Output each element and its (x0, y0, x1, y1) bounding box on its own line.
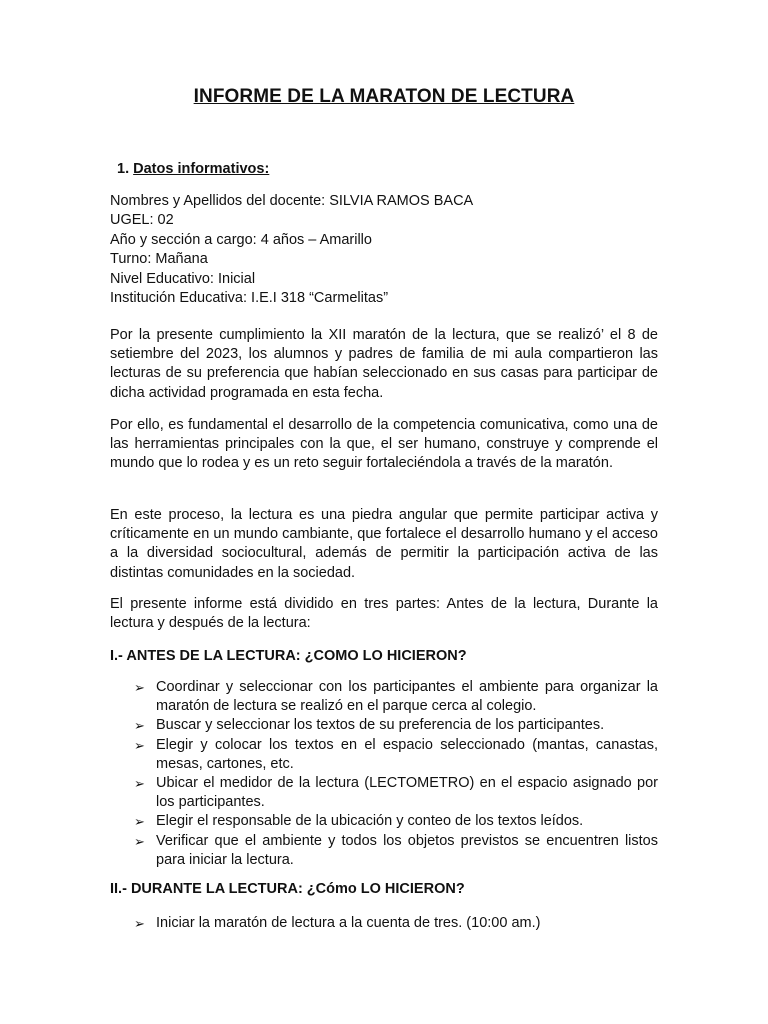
list-item (110, 774, 658, 812)
arrow-bullet-icon: ➢ (134, 737, 145, 753)
list-item-text: Elegir y colocar los textos en el espacio seleccionado (mantas, canastas, mesas, cartones, etc. (156, 736, 658, 772)
list-item-text: Coordinar y seleccionar con los participantes el ambiente para organizar la maratón de lectura se realizó en el parque cerca al colegio. (156, 679, 658, 715)
section-label: Datos informativos: (133, 161, 270, 177)
arrow-bullet-icon: ➢ (134, 833, 145, 849)
arrow-bullet-icon: ➢ (134, 916, 145, 931)
arrow-bullet-icon: ➢ (134, 718, 145, 734)
heading-durante-lectura: II.- DURANTE LA LECTURA: ¿Cómo LO HICIERON? (110, 881, 465, 897)
info-institucion: Institución Educativa: I.E.I 318 “Carmelitas” (110, 290, 389, 307)
info-docente: Nombres y Apellidos del docente: SILVIA RAMOS BACA (110, 193, 474, 209)
list-item-text: Iniciar la maratón de lectura a la cuenta de tres. (10:00 am.) (156, 915, 541, 931)
arrow-bullet-icon: ➢ (134, 680, 145, 695)
info-turno: Turno: Mañana (110, 251, 208, 268)
paragraph-intro: Por la presente cumplimiento la XII maratón de la lectura, que se realizó’ el 8 de setiembre del 2023, los alumnos y padres de familia de mi aula compartieron las lecturas de su preferencia que habían seleccionado en sus casas para participar de dicha actividad programada en esta fecha. (110, 327, 658, 401)
list-item-text: Ubicar el medidor de la lectura (LECTOMETRO) en el espacio asignado por los participantes. (156, 775, 658, 811)
list-item (110, 678, 658, 716)
paragraph-competencia: Por ello, es fundamental el desarrollo de la competencia comunicativa, como una de las herramientas principales con la que, el ser humano, construye y comprende el mundo que lo rodea y es un reto seguir fortaleciéndola a través de la maratón. (110, 417, 658, 472)
list-item-text: Buscar y seleccionar los textos de su preferencia de los participantes. (156, 717, 605, 734)
section-number: 1. (117, 161, 130, 177)
list-item (110, 832, 658, 870)
list-item-text: Elegir el responsable de la ubicación y conteo de los textos leídos. (156, 813, 584, 830)
list-item-text: Verificar que el ambiente y todos los objetos previstos se encuentren listos para iniciar la lectura. (156, 832, 658, 868)
list-item (110, 812, 658, 831)
document-title: INFORME DE LA MARATON DE LECTURA (193, 86, 575, 107)
paragraph-estructura: El presente informe está dividido en tres partes: Antes de la lectura, Durante la lectura y después de la lectura: (110, 596, 658, 632)
list-item (110, 736, 658, 774)
paragraph-proceso: En este proceso, la lectura es una piedra angular que permite participar activa y críticamente en un mundo cambiante, que fortalece el desarrollo humano y el acceso a la diversidad sociocultural, además de permitir la participación activa de las distintas comunidades en la sociedad. (110, 507, 658, 581)
heading-antes-lectura: I.- ANTES DE LA LECTURA: ¿COMO LO HICIERON? (110, 648, 467, 664)
info-nivel: Nivel Educativo: Inicial (110, 270, 256, 287)
arrow-bullet-icon: ➢ (134, 814, 145, 830)
informative-data-block (110, 192, 670, 308)
list-item (110, 716, 658, 735)
info-anio-seccion: Año y sección a cargo: 4 años – Amarillo (110, 231, 372, 248)
section-datos-informativos-heading (117, 161, 269, 177)
list-durante-lectura (110, 914, 658, 933)
list-antes-lectura (110, 678, 658, 870)
info-ugel: UGEL: 02 (110, 212, 174, 229)
arrow-bullet-icon: ➢ (134, 776, 145, 792)
list-item (110, 914, 658, 933)
